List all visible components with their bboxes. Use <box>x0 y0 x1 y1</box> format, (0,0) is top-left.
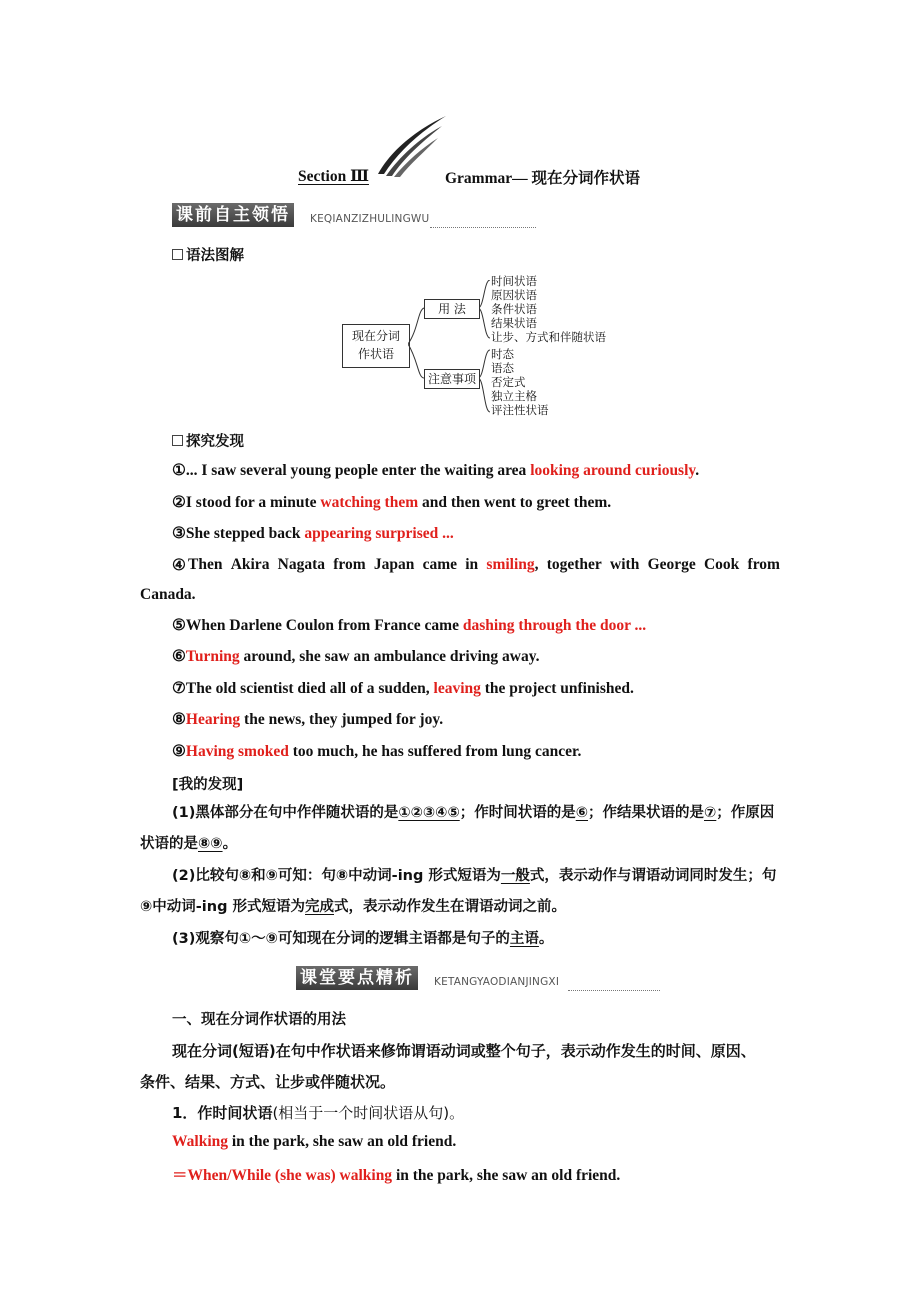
diagram-leaf: 语态 <box>491 361 514 375</box>
example-sentence-5: ⑤When Darlene Coulon from France came dashing through the door ... <box>172 617 647 634</box>
diagram-leaf: 让步、方式和伴随状语 <box>491 330 606 344</box>
checkbox-square-icon <box>172 435 183 446</box>
checkbox-square-icon <box>172 249 183 260</box>
usage-example-1: Walking in the park, she saw an old friend. <box>172 1133 457 1150</box>
diagram-leaf: 独立主格 <box>491 389 537 403</box>
example-sentence-4-number: ④ <box>172 557 186 574</box>
diagram-leaf: 条件状语 <box>491 302 537 316</box>
usage-example-2: ＝When/While (she was) walking in the park, she saw an old friend. <box>172 1167 621 1184</box>
diagram-heading: 语法图解 <box>172 244 244 265</box>
banner-preview: 课前自主领悟 <box>172 203 294 227</box>
finding-3: (3)观察句①～⑨可知现在分词的逻辑主语都是句子的主语。 <box>172 931 554 947</box>
findings-heading: [我的发现] <box>172 777 244 793</box>
example-sentence-6: ⑥Turning around, she saw an ambulance driving away. <box>172 648 540 665</box>
example-sentence-7: ⑦The old scientist died all of a sudden, leaving the project unfinished. <box>172 680 634 697</box>
swoosh-logo-icon <box>370 112 450 182</box>
diagram-root: 现在分词作状语 <box>342 324 410 368</box>
finding-2: (2)比较句⑧和⑨可知：句⑧中动词-ing 形式短语为一般式，表示动作与谓语动词同时发生；句⑨中动词-ing 形式短语为完成式，表示动作发生在谓语动词之前。 <box>140 868 777 915</box>
explore-heading: 探究发现 <box>172 430 244 451</box>
example-sentence-4-cont: Canada. <box>140 586 196 603</box>
diagram-branch-usage: 用 法 <box>424 299 480 319</box>
usage-point-1: 1．作时间状语(相当于一个时间状语从句)。 <box>172 1104 465 1122</box>
example-sentence-1: ①... I saw several young people enter the waiting area looking around curiously. <box>172 462 700 479</box>
diagram-leaf: 评注性状语 <box>491 403 549 417</box>
banner-classroom-sub: KETANGYAODIANJINGXI <box>434 976 560 988</box>
example-sentence-3: ③She stepped back appearing surprised ... <box>172 525 454 542</box>
banner-divider <box>430 227 536 228</box>
banner-classroom: 课堂要点精析 <box>296 966 418 990</box>
banner-divider <box>568 990 660 991</box>
finding-1: (1)黑体部分在句中作伴随状语的是①②③④⑤；作时间状语的是⑥；作结果状语的是⑦；作原因状语的是⑧⑨。 <box>140 805 775 852</box>
usage-intro-line1: 现在分词(短语)在句中作状语来修饰谓语动词或整个句子，表示动作发生的时间、原因、 <box>172 1042 756 1060</box>
diagram-leaf: 结果状语 <box>491 316 537 330</box>
example-sentence-4: Then Akira Nagata from Japan came in smiling, together with George Cook from <box>188 556 780 573</box>
example-sentence-2: ②I stood for a minute watching them and then went to greet them. <box>172 494 612 511</box>
diagram-branch-notes: 注意事项 <box>424 369 480 389</box>
diagram-leaf: 时间状语 <box>491 274 537 288</box>
diagram-leaf: 时态 <box>491 347 514 361</box>
banner-preview-sub: KEQIANZIZHULINGWU <box>310 213 430 225</box>
example-sentence-8: ⑧Hearing the news, they jumped for joy. <box>172 711 444 728</box>
example-sentence-9: ⑨Having smoked too much, he has suffered from lung cancer. <box>172 743 582 760</box>
usage-heading: 一、现在分词作状语的用法 <box>172 1012 346 1028</box>
section-label: Section Ⅲ <box>298 168 369 185</box>
usage-intro-line2: 条件、结果、方式、让步或伴随状况。 <box>140 1073 396 1091</box>
diagram-leaf: 原因状语 <box>491 288 537 302</box>
page-title: Grammar— 现在分词作状语 <box>445 170 641 187</box>
diagram-leaf: 否定式 <box>491 375 526 389</box>
